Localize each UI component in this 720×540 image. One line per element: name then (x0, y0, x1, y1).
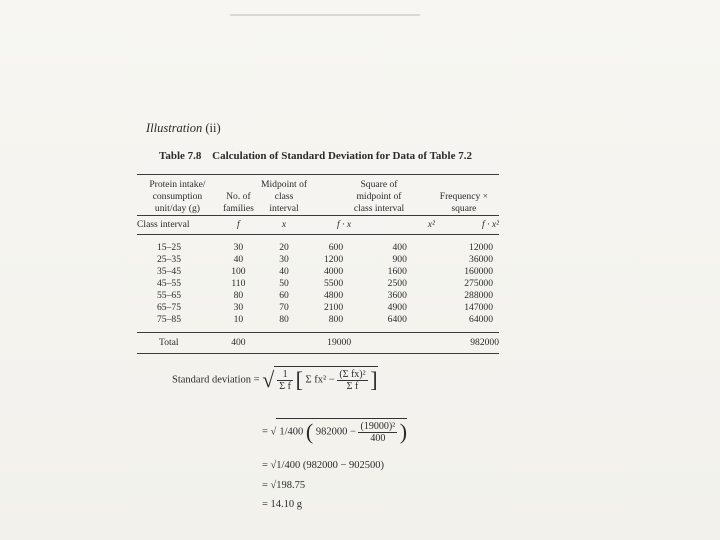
formula-line-2 (262, 418, 407, 445)
header-square: Square of midpoint of class interval (351, 175, 435, 216)
line2-982000: 982000 − (315, 426, 356, 438)
line2-bracket-close: ) (399, 419, 408, 444)
cell-class-interval: 25–35 (157, 254, 181, 265)
cell-midpoint: 80 (279, 314, 289, 325)
line2-bracket-open: ( (305, 419, 314, 444)
table-row (137, 278, 499, 290)
cell-fx-squared: 36000 (469, 254, 493, 265)
header-fx-blank (309, 175, 351, 216)
total-f: 400 (218, 333, 259, 354)
cell-families: 100 (231, 266, 246, 277)
cell-fx: 600 (328, 242, 344, 253)
cell-class-interval: 15–25 (157, 242, 181, 253)
cell-midpoint: 50 (279, 278, 289, 289)
illustration-label: (ii) (205, 121, 221, 135)
cell-class-interval: 65–75 (157, 302, 181, 313)
symbol-class-interval: Class interval (137, 216, 218, 235)
cell-fx: 4800 (323, 290, 344, 301)
cell-class-interval: 55–65 (157, 290, 181, 301)
cell-families: 30 (233, 302, 244, 313)
fraction-sum-fx-squared: $\frac{\text{(Σ fx)²}}{\text{Σ f}}$ (339, 368, 366, 392)
cell-x-squared: 6400 (387, 314, 407, 325)
cell-x-squared: 3600 (387, 290, 407, 301)
cell-midpoint: 30 (279, 254, 289, 265)
cell-x-squared: 900 (392, 254, 407, 265)
table-header-row (137, 175, 499, 216)
line2-prefix: = √ (262, 426, 277, 438)
cell-families: 80 (233, 290, 244, 301)
cell-fx: 5500 (323, 278, 344, 289)
symbol-fx-squared: f · x² (435, 216, 499, 235)
cell-midpoint: 40 (279, 266, 289, 277)
cell-fx-squared: 275000 (464, 278, 493, 289)
cell-fx-squared: 160000 (464, 266, 493, 277)
cell-fx: 800 (328, 314, 344, 325)
symbol-x-squared: x² (351, 216, 435, 235)
cell-families: 30 (233, 242, 244, 253)
table-row (137, 302, 499, 314)
formula-line-1 (172, 366, 378, 393)
cell-fx: 2100 (323, 302, 344, 313)
symbol-fx: f · x (309, 216, 351, 235)
cell-x-squared: 400 (392, 242, 407, 253)
table-row (137, 254, 499, 266)
formula-line-4: = √198.75 (262, 480, 306, 491)
formula-line-3: = √1/400 (982000 − 902500) (262, 460, 385, 471)
table-symbol-row (137, 216, 499, 235)
cell-families: 110 (231, 278, 246, 289)
total-x-squared (351, 333, 435, 354)
table-row (137, 266, 499, 278)
table-row (137, 314, 499, 333)
scan-artifact-line (230, 14, 420, 16)
symbol-f: f (218, 216, 259, 235)
formula-line-5: = 14.10 g (262, 499, 303, 510)
header-families: No. of families (218, 175, 259, 216)
cell-midpoint: 60 (279, 290, 289, 301)
cell-fx-squared: 64000 (469, 314, 493, 325)
sd-table (137, 174, 499, 354)
sum-fx-squared: Σ fx² − (305, 374, 335, 386)
bracket-close: ] (370, 367, 378, 392)
line2-one-over-400: 1/400 (279, 426, 304, 438)
cell-fx: 4000 (323, 266, 344, 277)
cell-families: 40 (233, 254, 244, 265)
cell-class-interval: 35–45 (157, 266, 181, 277)
cell-midpoint: 70 (279, 302, 289, 313)
cell-fx-squared: 12000 (469, 242, 493, 253)
line2-fraction: $\frac{\text{(19000)²}}{400}$ (360, 420, 396, 444)
bracket-open: [ (295, 367, 303, 392)
cell-x-squared: 2500 (387, 278, 407, 289)
illustration-heading (146, 121, 221, 136)
cell-class-interval: 75–85 (157, 314, 181, 325)
table-total-row (137, 333, 499, 354)
total-fx-squared: 982000 (435, 333, 499, 354)
symbol-x: x (259, 216, 309, 235)
header-frequency-square: Frequency × square (435, 175, 499, 216)
cell-class-interval: 45–55 (157, 278, 181, 289)
table-caption-text: Calculation of Standard Deviation for Data of Table 7.2 (212, 150, 472, 162)
cell-x-squared: 1600 (387, 266, 407, 277)
table-caption (159, 150, 472, 162)
fraction-one-over-sum-f: $\frac{1}{\text{Σ f}}$ (279, 368, 291, 392)
line2-sqrt-body (276, 418, 407, 445)
cell-midpoint: 20 (279, 242, 289, 253)
sd-label: Standard deviation = (172, 374, 260, 386)
total-fx: 19000 (309, 333, 351, 354)
header-midpoint: Midpoint of class interval (259, 175, 309, 216)
total-label: Total (137, 333, 218, 354)
cell-fx: 1200 (323, 254, 344, 265)
table-body (137, 235, 499, 333)
table-row (137, 290, 499, 302)
table-row (137, 235, 499, 255)
total-x (259, 333, 309, 354)
cell-x-squared: 4900 (387, 302, 407, 313)
illustration-title: Illustration (146, 121, 203, 135)
cell-families: 10 (233, 314, 244, 325)
cell-fx-squared: 147000 (464, 302, 493, 313)
header-protein-intake: Protein intake/ consumption unit/day (g) (137, 175, 218, 216)
cell-fx-squared: 288000 (464, 290, 493, 301)
sqrt-body (274, 366, 377, 393)
table-number: Table 7.8 (159, 150, 202, 162)
sqrt-symbol: √ (262, 367, 275, 392)
